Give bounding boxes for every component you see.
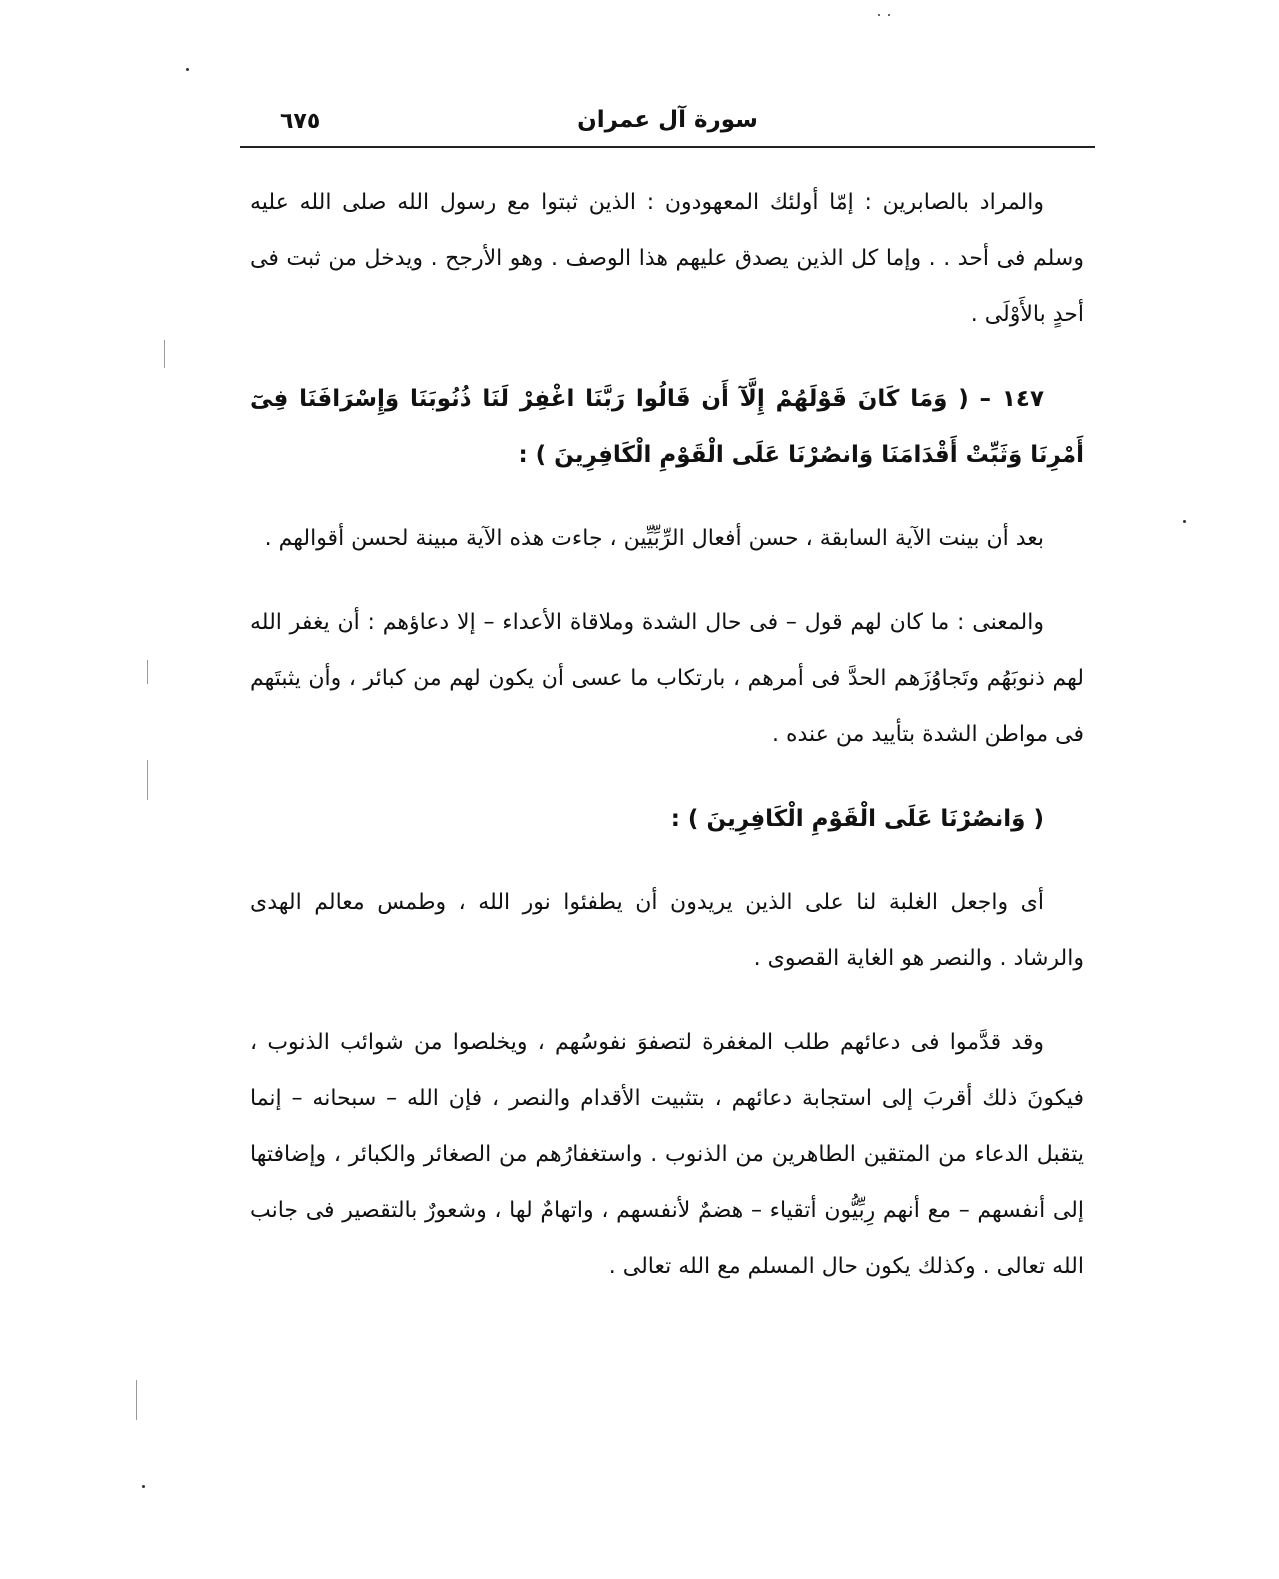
paragraph-victory: أى واجعل الغلبة لنا على الذين يريدون أن يطفئوا نور الله ، وطمس معالم الهدى والرشاد . والنصر هو الغاية القصوى . <box>250 890 1084 971</box>
paragraph-meaning: والمعنى : ما كان لهم قول – فى حال الشدة وملاقاة الأعداء – إلا دعاؤهم : أن يغفر الله لهم ذنوبَهُم وتَجاوُزَهم الحدَّ فى أمرهم ، بارتكاب ما عسى أن يكون لهم من كبائر ، وأن يثبتَهم فى مواطن الشدة بتأييد من عنده . <box>250 610 1084 747</box>
scan-speck <box>1183 520 1186 523</box>
page-number: ٦٧٥ <box>280 109 321 134</box>
paragraph-after-verse: بعد أن بينت الآية السابقة ، حسن أفعال الرِّبِّيِّين ، جاءت هذه الآية مبينة لحسن أقوالهم . <box>264 526 1044 551</box>
scan-speck <box>888 14 890 16</box>
scan-line <box>164 340 165 368</box>
paragraph-sabirin: والمراد بالصابرين : إمّا أولئك المعهودون : الذين ثبتوا مع رسول الله صلى الله عليه وسلم فى أحد . . وإما كل الذين يصدق عليهم هذا الوصف . وهو الأرجح . ويدخل من ثبت فى أحدٍ بالأَوْلَى . <box>250 190 1084 327</box>
header-rule <box>240 146 1095 148</box>
scan-line <box>147 660 148 684</box>
paragraph-forgiveness: وقد قدَّموا فى دعائهم طلب المغفرة لتصفوَ نفوسُهم ، ويخلصوا من شوائب الذنوب ، فيكونَ ذلك أقربَ إلى استجابة دعائهم ، بتثبيت الأقدام والنصر ، فإن الله – سبحانه – إنما يتقبل الدعاء من المتقين الطاهرين من الذنوب . واستغفارُهم من الصغائر والكبائر ، وإضافتها إلى أنفسهم – مع أنهم رِبِّيُّون أتقياء – هضمٌ لأنفسهم ، واتهامٌ لها ، وشعورٌ بالتقصير فى جانب الله تعالى . وكذلك يكون حال المسلم مع الله تعالى . <box>250 1030 1084 1279</box>
verse-excerpt: ( وَانصُرْنَا عَلَى الْقَوْمِ الْكَافِرِينَ ) : <box>670 806 1044 832</box>
scan-speck <box>878 14 880 16</box>
scan-line <box>136 1380 137 1420</box>
scan-line <box>147 760 148 800</box>
page-body <box>250 175 1084 1295</box>
scan-speck <box>142 1485 145 1488</box>
verse-147: ١٤٧ – ( وَمَا كَانَ قَوْلَهُمْ إِلَّآ أَن قَالُوا رَبَّنَا اغْفِرْ لَنَا ذُنُوبَنَا وَإِسْرَافَنَا فِىٓ أَمْرِنَا وَثَبِّتْ أَقْدَامَنَا وَانصُرْنَا عَلَى الْقَوْمِ الْكَافِرِينَ ) : <box>250 386 1084 468</box>
surah-title: سورة آل عمران <box>577 107 758 133</box>
page-header <box>240 105 1095 149</box>
scan-speck <box>186 68 189 71</box>
